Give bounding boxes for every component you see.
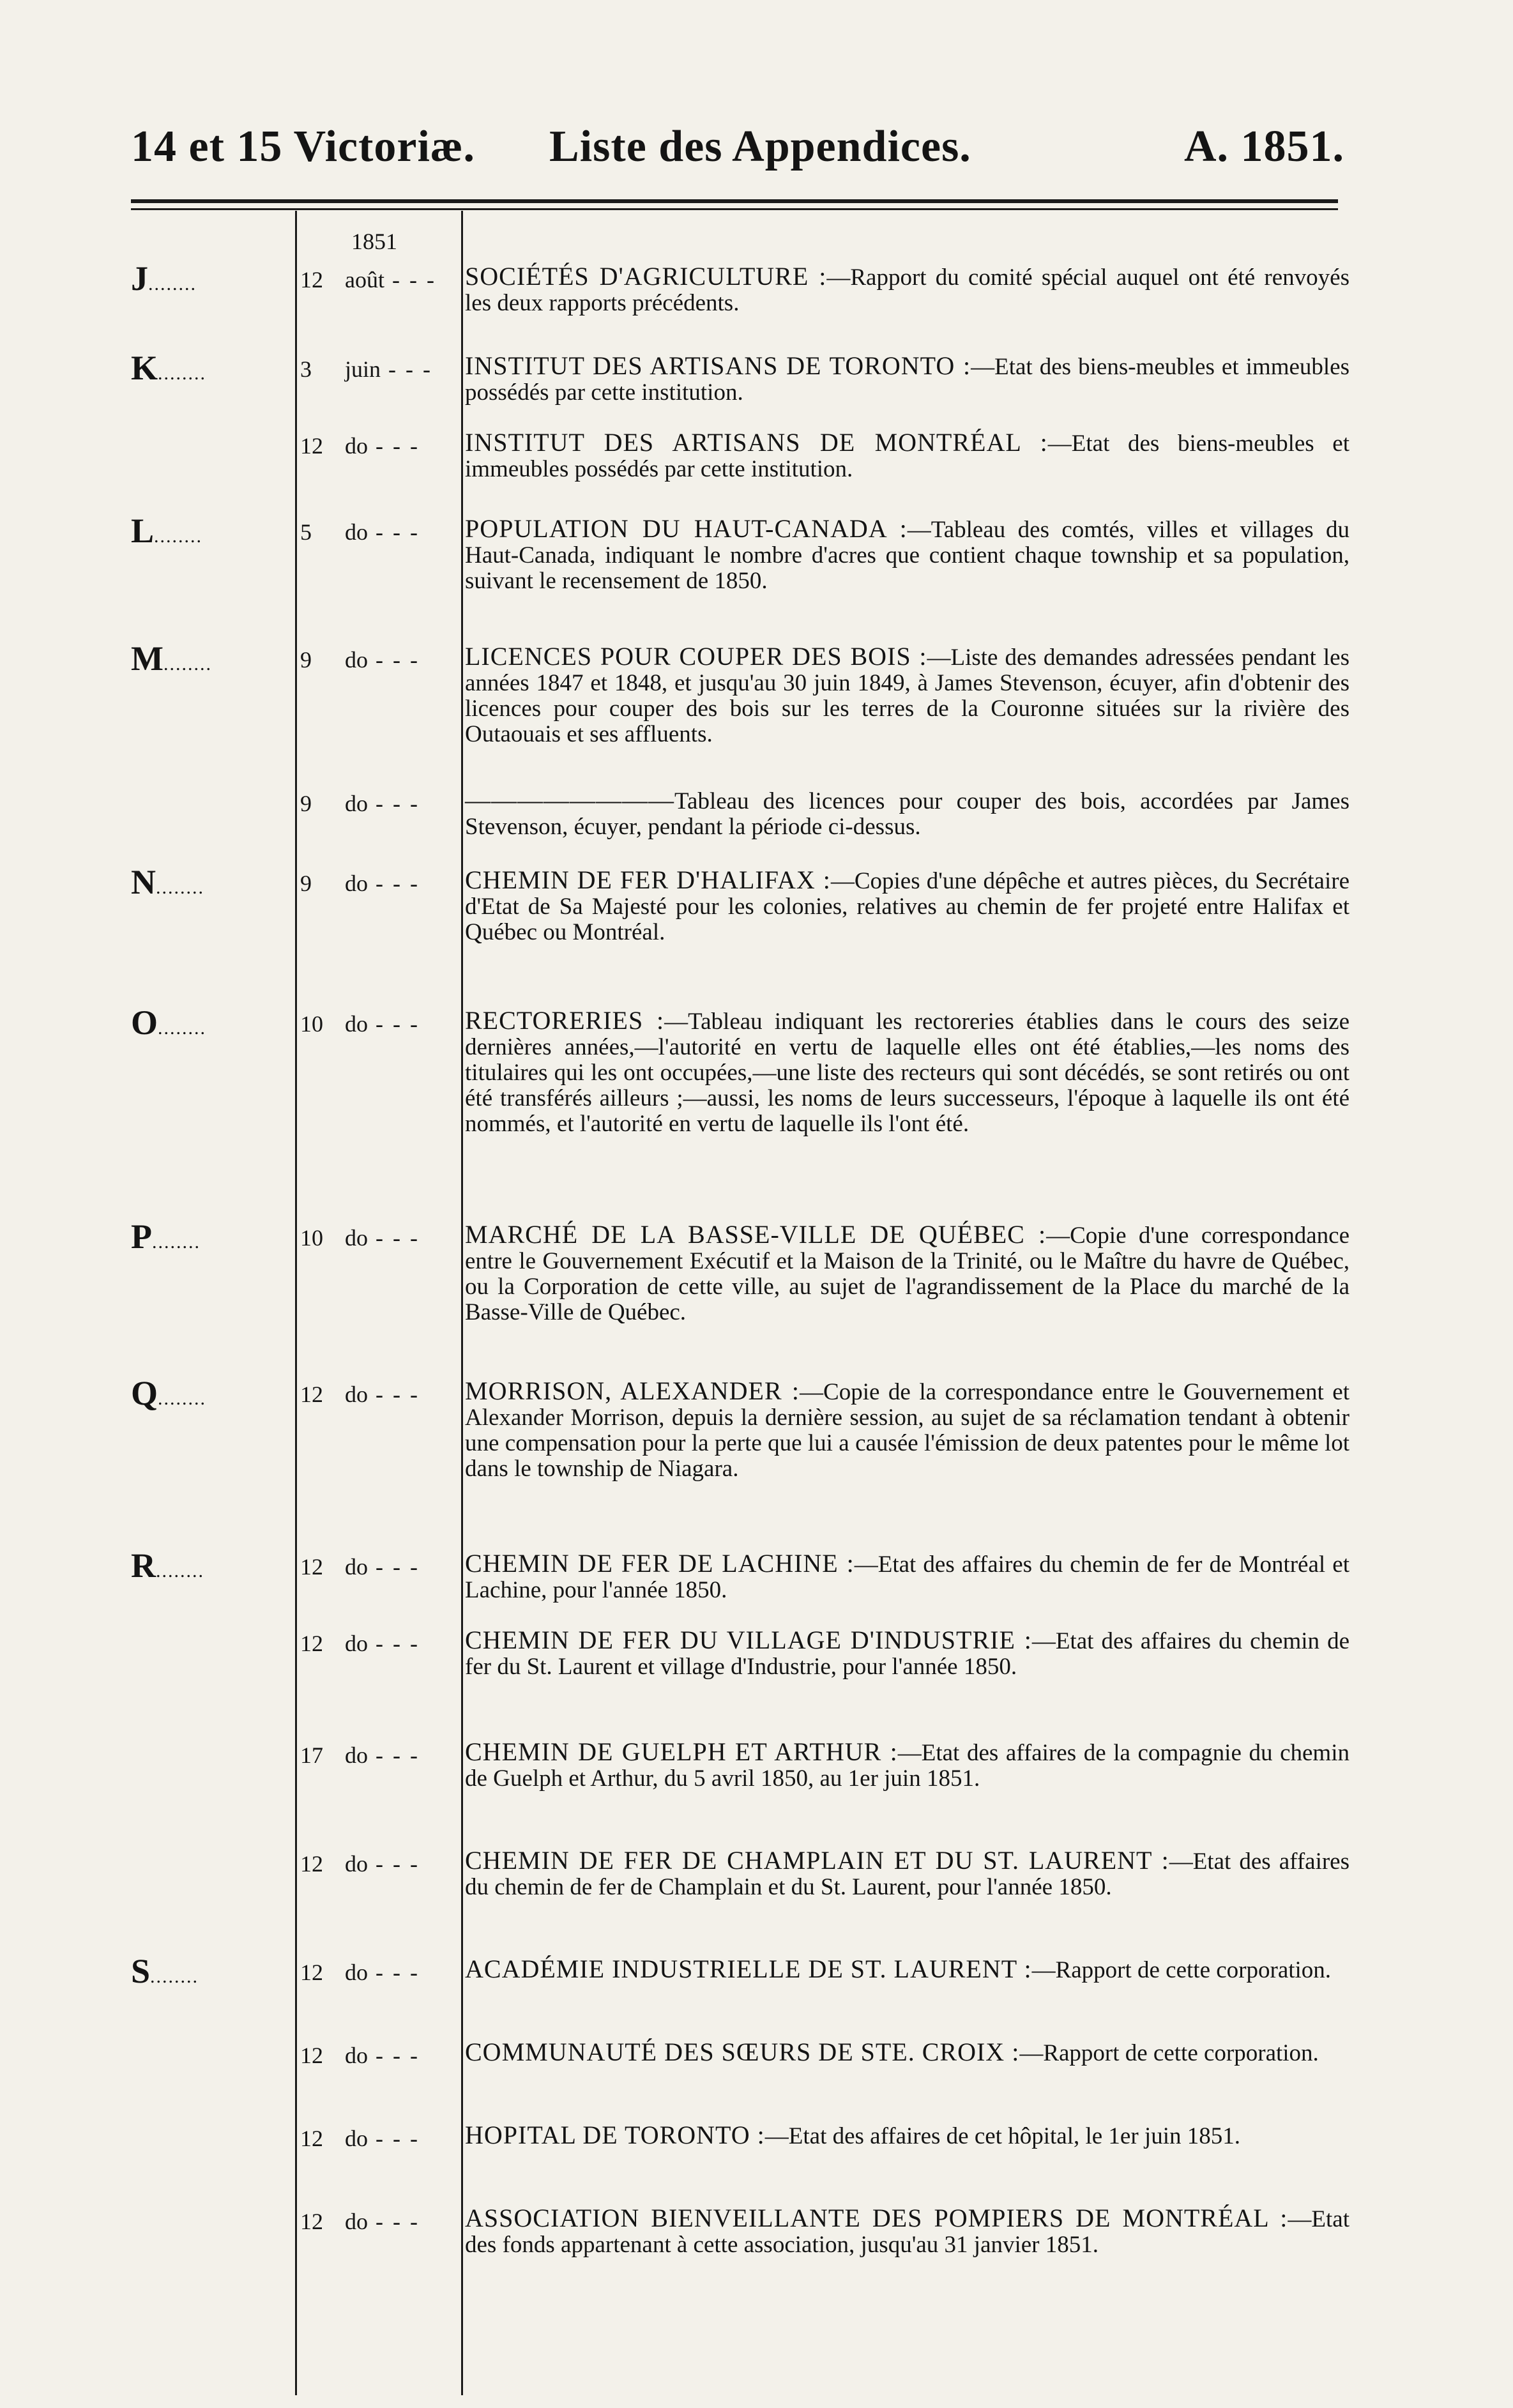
- leader-dots: ........: [150, 1966, 199, 1987]
- entry-month: do: [345, 1851, 368, 1877]
- entry-date: [300, 2125, 463, 2152]
- entry-text: —Liste des demandes adressées pendant les années 1847 et 1848, et jusqu'au 30 juin 1849, à James Stevenson, écuyer, afin d'obtenir des licences pour couper des bois sur les terres de la Couronne situées sur la rivière des Outaouais et ses affluents.: [465, 644, 1350, 747]
- leader-dots: ........: [152, 1231, 201, 1253]
- entry-day: 10: [300, 1225, 323, 1251]
- entry-date: [300, 870, 463, 897]
- entry-text: —Etat des biens-meubles et immeubles possédés par cette institution.: [465, 431, 1350, 482]
- entry-date: [300, 266, 463, 293]
- entry-date: [300, 356, 463, 383]
- entry-text: —Etat des affaires de cet hôpital, le 1er juin 1851.: [764, 2123, 1240, 2149]
- entry-description: [465, 644, 1350, 747]
- entry-text: —Rapport du comité spécial auquel ont été renvoyés les deux rapports précédents.: [465, 264, 1350, 316]
- leader-dashes: - - -: [368, 1742, 420, 1768]
- entry-description: [465, 1378, 1350, 1482]
- entry-month: do: [345, 1382, 368, 1407]
- appendix-letter-text: Q: [131, 1374, 158, 1412]
- entry-description: [465, 516, 1350, 594]
- entry-text: —Copie de la correspondance entre le Gouvernement et Alexander Morrison, depuis la dernière session, au sujet de sa réclamation tendant à obtenir une compensation pour la perte que lui a causée l'émission de deux patentes pour le même lot dans le township de Niagara.: [465, 1379, 1350, 1482]
- leader-dashes: - - -: [368, 1225, 420, 1251]
- appendix-letter: [131, 1546, 294, 1585]
- leader-dots: ........: [158, 1017, 207, 1039]
- appendix-letter: [131, 1003, 294, 1042]
- entry-heading: LICENCES POUR COUPER DES BOIS :: [465, 642, 927, 671]
- entry-text: —Copies d'une dépêche et autres pièces, du Secrétaire d'Etat de Sa Majesté pour les colonies, relatives au chemin de fer projeté entre Halifax et Québec ou Montréal.: [465, 868, 1350, 945]
- appendix-letter: [131, 639, 294, 678]
- header-year: A. 1851.: [1183, 122, 1344, 171]
- leader-dashes: - - -: [368, 1382, 420, 1407]
- entry-month: do: [345, 791, 368, 816]
- leader-dashes: - - -: [368, 2043, 420, 2068]
- entry-description: [465, 430, 1350, 482]
- entry-description: [465, 2039, 1350, 2066]
- entry-heading: HOPITAL DE TORONTO :: [465, 2121, 765, 2149]
- entry-text: —Tableau des comtés, villes et villages du Haut-Canada, indiquant le nombre d'acres que contient chaque township et sa population, suivant le recensement de 1850.: [465, 517, 1350, 594]
- entry-heading: COMMUNAUTÉ DES SŒURS DE STE. CROIX :: [465, 2038, 1020, 2066]
- appendix-letter-text: R: [131, 1546, 156, 1585]
- entry-date: [300, 432, 463, 459]
- entry-description: [465, 1551, 1350, 1603]
- entry-heading: CHEMIN DE FER DE CHAMPLAIN ET DU ST. LAURENT :: [465, 1846, 1169, 1875]
- appendix-letter: [131, 511, 294, 551]
- entry-day: 12: [300, 1382, 323, 1407]
- header-rule-thick: [131, 199, 1338, 203]
- entry-month: do: [345, 433, 368, 459]
- entry-heading: CHEMIN DE FER DU VILLAGE D'INDUSTRIE :: [465, 1626, 1032, 1654]
- entry-month: do: [345, 2126, 368, 2151]
- appendix-letter: [131, 1217, 294, 1256]
- entry-date: [300, 646, 463, 673]
- appendix-letter-text: M: [131, 639, 163, 678]
- appendix-letter: [131, 862, 294, 902]
- entry-day: 9: [300, 791, 312, 816]
- entry-day: 12: [300, 1851, 323, 1877]
- page-header: [131, 121, 1344, 185]
- entry-day: 3: [300, 356, 312, 382]
- entry-description: [465, 1222, 1350, 1325]
- leader-dots: ........: [163, 653, 212, 674]
- leader-dashes: - - -: [368, 433, 420, 459]
- entry-date: [300, 1553, 463, 1580]
- entry-heading: INSTITUT DES ARTISANS DE MONTRÉAL :: [465, 428, 1048, 457]
- entry-month: do: [345, 647, 368, 673]
- entry-month: do: [345, 2209, 368, 2234]
- entry-description: [465, 1739, 1350, 1792]
- entry-date: [300, 2208, 463, 2235]
- entry-month: juin: [345, 356, 381, 382]
- leader-dots: ........: [156, 1560, 204, 1581]
- entry-day: 12: [300, 2126, 323, 2151]
- leader-dashes: - - -: [384, 267, 436, 293]
- entry-day: 17: [300, 1742, 323, 1768]
- leader-dashes: - - -: [368, 1011, 420, 1037]
- entry-description: [465, 788, 1350, 840]
- entry-month: do: [345, 1631, 368, 1656]
- leader-dots: ........: [158, 1388, 207, 1409]
- leader-dashes: - - -: [368, 647, 420, 673]
- entry-date: [300, 1010, 463, 1037]
- entry-text: —Etat des affaires du chemin de fer de Champlain et du St. Laurent, pour l'année 1850.: [465, 1848, 1350, 1900]
- header-session: 14 et 15 Victoriæ.: [131, 122, 475, 171]
- entry-description: [465, 1848, 1350, 1900]
- column-divider-letter: [295, 211, 297, 2395]
- entry-day: 12: [300, 1960, 323, 1985]
- appendix-letter-text: S: [131, 1952, 151, 1990]
- appendix-letter-text: J: [131, 259, 148, 298]
- appendix-letter-text: P: [131, 1217, 152, 1256]
- entry-month: do: [345, 1960, 368, 1985]
- entry-day: 10: [300, 1011, 323, 1037]
- entry-text: —Etat des fonds appartenant à cette association, jusqu'au 31 janvier 1851.: [465, 2206, 1350, 2258]
- entry-text: —Copie d'une correspondance entre le Gouvernement Exécutif et la Maison de la Trinité, ou le Maître du havre de Québec, ou la Corporation de cette ville, au sujet de l'agrandissement de la Place du marché de la Basse-Ville de Québec.: [465, 1223, 1350, 1325]
- entry-heading: SOCIÉTÉS D'AGRICULTURE :: [465, 262, 827, 291]
- entry-text: —Rapport de cette corporation.: [1031, 1957, 1332, 1983]
- entry-heading: ————————: [465, 786, 674, 814]
- leader-dots: ........: [148, 273, 197, 294]
- appendix-letter-text: K: [131, 349, 158, 387]
- entry-text: —Tableau indiquant les rectoreries établies dans le cours des seize dernières années,—l'autorité en vertu de laquelle elles ont été établies,—les noms des titulaires qui les ont occupées,—une liste des recteurs qui sont décédés, se sont retirés ou ont été transférés ailleurs ;—aussi, les noms de leurs successeurs, l'époque à laquelle ils ont été nommés, et l'autorité en vertu de laquelle ils l'ont été.: [465, 1009, 1350, 1137]
- entry-day: 9: [300, 871, 312, 896]
- entry-date: [300, 1959, 463, 1986]
- entry-month: do: [345, 1554, 368, 1580]
- entry-description: [465, 353, 1350, 406]
- leader-dots: ........: [156, 877, 204, 898]
- entry-heading: RECTORERIES :: [465, 1006, 665, 1035]
- entry-date: [300, 1224, 463, 1251]
- leader-dots: ........: [154, 526, 203, 547]
- leader-dashes: - - -: [368, 871, 420, 896]
- entry-heading: ACADÉMIE INDUSTRIELLE DE ST. LAURENT :: [465, 1955, 1032, 1983]
- entry-date: [300, 2042, 463, 2069]
- entry-description: [465, 2122, 1350, 2149]
- entry-heading: POPULATION DU HAUT-CANADA :: [465, 514, 908, 543]
- entry-date: [300, 790, 463, 817]
- leader-dashes: - - -: [368, 791, 420, 816]
- entry-day: 12: [300, 1554, 323, 1580]
- entry-description: [465, 1627, 1350, 1680]
- appendix-letter-text: N: [131, 863, 156, 901]
- year-label: 1851: [351, 229, 397, 254]
- entry-text: —Etat des affaires du chemin de fer du St. Laurent et village d'Industrie, pour l'année 1850.: [465, 1628, 1350, 1680]
- entry-day: 12: [300, 433, 323, 459]
- appendix-letter-text: L: [131, 512, 155, 550]
- entry-month: do: [345, 1225, 368, 1251]
- leader-dashes: - - -: [368, 1554, 420, 1580]
- appendix-letter: [131, 1373, 294, 1413]
- leader-dashes: - - -: [368, 1631, 420, 1656]
- leader-dashes: - - -: [368, 2209, 420, 2234]
- leader-dashes: - - -: [368, 2126, 420, 2151]
- entry-heading: ASSOCIATION BIENVEILLANTE DES POMPIERS DE MONTRÉAL :: [465, 2204, 1288, 2232]
- entry-text: —Rapport de cette corporation.: [1019, 2040, 1319, 2066]
- entry-day: 12: [300, 2043, 323, 2068]
- entry-month: do: [345, 519, 368, 545]
- entry-date: [300, 1381, 463, 1408]
- entry-description: [465, 1008, 1350, 1137]
- entry-month: do: [345, 871, 368, 896]
- entry-date: [300, 519, 463, 545]
- entry-description: [465, 867, 1350, 945]
- entry-day: 12: [300, 267, 323, 293]
- entry-description: [465, 1956, 1350, 1983]
- entry-heading: CHEMIN DE FER DE LACHINE :: [465, 1549, 855, 1578]
- appendix-letter: [131, 259, 294, 298]
- entry-month: août: [345, 267, 384, 293]
- appendix-letter-text: O: [131, 1003, 158, 1042]
- entry-date: [300, 1850, 463, 1877]
- entry-day: 5: [300, 519, 312, 545]
- leader-dashes: - - -: [381, 356, 432, 382]
- entry-month: do: [345, 2043, 368, 2068]
- entry-text: —Etat des affaires de la compagnie du chemin de Guelph et Arthur, du 5 avril 1850, au 1er juin 1851.: [465, 1740, 1350, 1792]
- leader-dashes: - - -: [368, 519, 420, 545]
- entry-heading: INSTITUT DES ARTISANS DE TORONTO :: [465, 351, 971, 380]
- entry-date: [300, 1630, 463, 1657]
- entry-heading: CHEMIN DE FER D'HALIFAX :: [465, 865, 831, 894]
- appendix-letter: [131, 1951, 294, 1991]
- entry-text: —Etat des affaires du chemin de fer de Montréal et Lachine, pour l'année 1850.: [465, 1551, 1350, 1603]
- entry-date: [300, 1742, 463, 1769]
- leader-dashes: - - -: [368, 1851, 420, 1877]
- entry-heading: MORRISON, ALEXANDER :: [465, 1376, 800, 1405]
- entry-text: —Etat des biens-meubles et immeubles possédés par cette institution.: [465, 354, 1350, 406]
- appendix-letter: [131, 348, 294, 388]
- entry-day: 12: [300, 1631, 323, 1656]
- entry-description: [465, 264, 1350, 316]
- entry-description: [465, 2206, 1350, 2258]
- header-title: Liste des Appendices.: [549, 122, 971, 171]
- leader-dashes: - - -: [368, 1960, 420, 1985]
- entry-heading: MARCHÉ DE LA BASSE-VILLE DE QUÉBEC :: [465, 1220, 1047, 1249]
- entry-month: do: [345, 1011, 368, 1037]
- leader-dots: ........: [158, 363, 207, 384]
- entry-day: 9: [300, 647, 312, 673]
- entry-month: do: [345, 1742, 368, 1768]
- entry-text: Tableau des licences pour couper des bois, accordées par James Stevenson, écuyer, pendant la période ci-dessus.: [465, 788, 1350, 840]
- entry-day: 12: [300, 2209, 323, 2234]
- header-rule-thin: [131, 208, 1338, 210]
- entry-heading: CHEMIN DE GUELPH ET ARTHUR :: [465, 1737, 898, 1766]
